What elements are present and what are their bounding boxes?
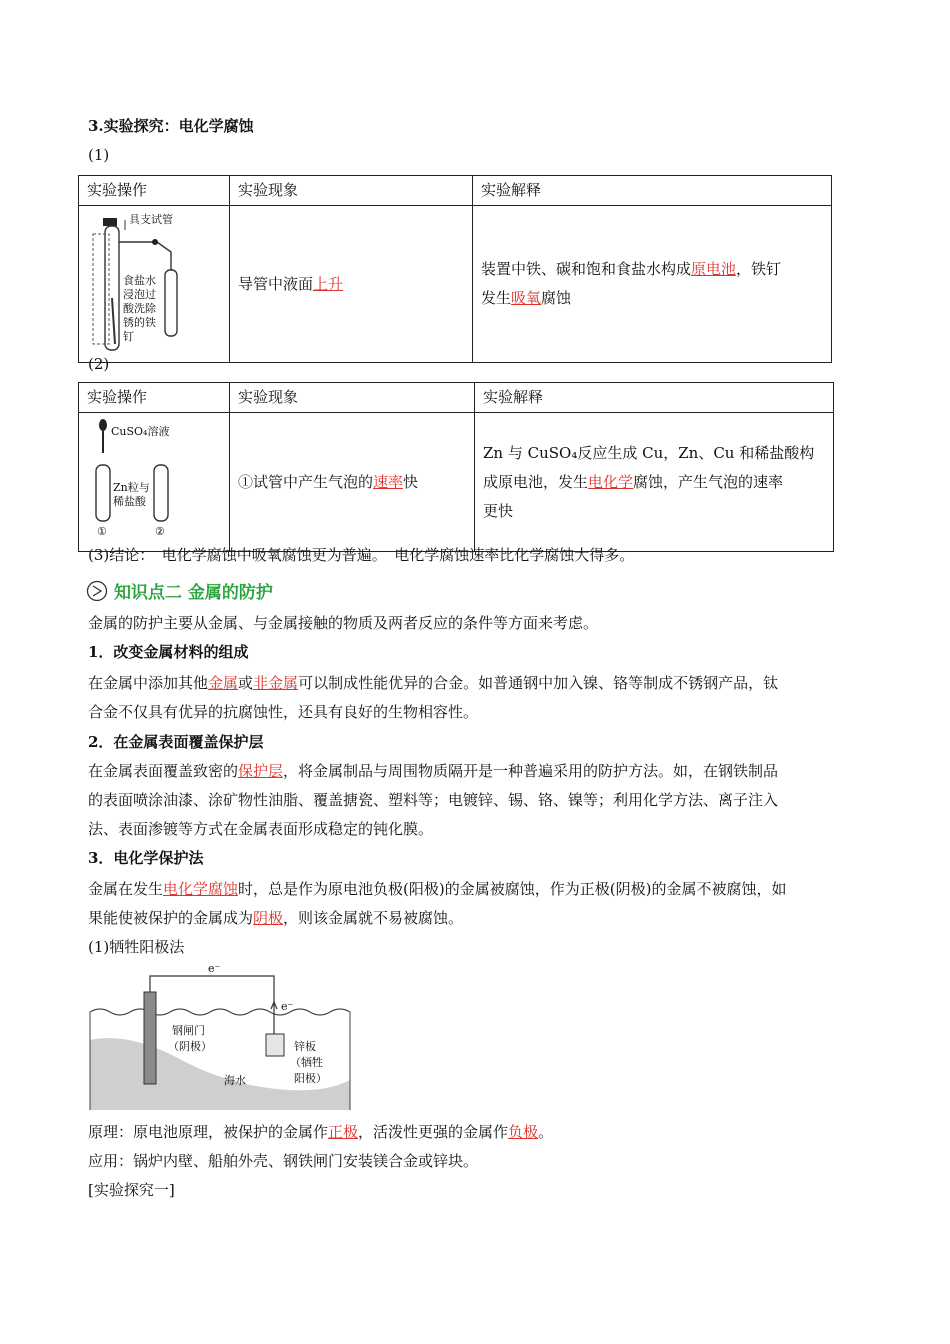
nail-label-4: 锈的铁: [123, 316, 156, 329]
nail-label-2: 浸泡过: [123, 288, 156, 301]
explain2-text-c: 腐蚀，产生气泡的速率: [633, 472, 784, 491]
tube-one-label: ①: [97, 525, 107, 538]
small-tube: [165, 270, 177, 336]
arrow-circle-icon: [86, 580, 108, 602]
answer-protective-layer: 保护层: [238, 762, 284, 780]
tube-label: 具支试管: [129, 213, 173, 226]
answer-electrochemical: 电化学: [588, 472, 634, 491]
explain-text-c: 发生: [481, 289, 512, 307]
header-explanation-2: 实验解释: [475, 383, 834, 413]
answer-electrochemical-corrosion: 电化学腐蚀: [163, 880, 239, 898]
nail-label-1: 食盐水: [123, 274, 156, 287]
nail-label-3: 酸洗除: [123, 302, 156, 315]
paragraph-3: [88, 875, 864, 933]
part2-label: (2): [88, 355, 110, 373]
sacrificial-anode-figure: [88, 962, 354, 1112]
phenomenon-text-2: ①试管中产生气泡的: [238, 472, 374, 491]
p1-text-c: 可以制成性能优异的合金。如普通钢中加入镍、铬等制成不锈钢产品，钛: [298, 674, 779, 692]
phenomenon-suffix: 快: [403, 472, 419, 491]
experiment-table-2: [78, 382, 834, 552]
p2-text-c: 的表面喷涂油漆、涂矿物性油脂、覆盖搪瓷、塑料等；电镀锌、锡、铬、镍等；利用化学方法、离子注入: [88, 791, 779, 809]
p1-text-d: 合金不仅具有优异的抗腐蚀性，还具有良好的生物相容性。: [88, 703, 479, 721]
answer-negative-electrode: 负极: [508, 1123, 539, 1141]
operation-figure-cell-2: [79, 413, 230, 552]
p3-text-b: 时，总是作为原电池负极(阳极)的金属被腐蚀，作为正极(阴极)的金属不被腐蚀，如: [238, 880, 787, 898]
answer-rate: 速率: [373, 472, 404, 491]
answer-metal: 金属: [208, 674, 239, 692]
test-tube-shape: [105, 226, 119, 350]
phenomenon-cell-2: [230, 413, 475, 552]
explain-text-a: 装置中铁、碳和饱和食盐水构成: [481, 260, 692, 278]
answer-positive-electrode: 正极: [328, 1123, 359, 1141]
gate-label-2: （阴极）: [168, 1040, 212, 1053]
zn-label-2: 稀盐酸: [113, 495, 146, 508]
iron-nail-apparatus-figure: [79, 206, 229, 352]
zinc-label-2: （牺牲: [290, 1056, 323, 1069]
heading-2: 2．在金属表面覆盖保护层: [88, 733, 264, 751]
explain-text-b: ，铁钉: [736, 260, 782, 278]
water-surface: [90, 1009, 350, 1015]
explanation-cell-1: [473, 206, 832, 363]
heading-3: 3．电化学保护法: [88, 849, 204, 867]
experiment-table-1: [78, 175, 832, 363]
p2-text-b: ，将金属制品与周围物质隔开是一种普遍采用的防护方法。如，在钢铁制品: [283, 762, 779, 780]
wire: [150, 976, 274, 1034]
zinc-label-1: 锌板: [294, 1040, 316, 1053]
answer-nonmetal: 非金属: [253, 674, 299, 692]
phenomenon-text: 导管中液面: [238, 274, 314, 293]
explain2-line-1: Zn 与 CuSO₄反应生成 Cu，Zn、Cu 和稀盐酸构: [483, 443, 815, 462]
principle-text-c: 。: [538, 1123, 554, 1141]
principle-text-b: ，活泼性更强的金属作: [358, 1123, 509, 1141]
seawater-label: 海水: [224, 1074, 246, 1087]
steel-gate-shape: [144, 992, 156, 1084]
operation-figure-cell: [79, 206, 230, 363]
heading-1: 1．改变金属材料的组成: [88, 643, 249, 661]
part1-label: (1): [88, 146, 110, 164]
zinc-plate-shape: [266, 1034, 284, 1056]
p1-text-b: 或: [238, 674, 254, 692]
dashed-frame: [93, 234, 109, 344]
explain2-text-b: 成原电池，发生: [483, 472, 589, 491]
section-title: 知识点二 金属的防护: [114, 583, 273, 603]
answer-oxygen-absorption: 吸氧: [511, 289, 542, 307]
dropper-bulb: [99, 419, 107, 431]
header-explanation: 实验解释: [473, 176, 832, 206]
gate-label-1: 钢闸门: [172, 1024, 205, 1037]
header-operation-2: 实验操作: [79, 383, 230, 413]
electron-side-label: e⁻: [281, 1000, 294, 1013]
p3-text-c: 果能使被保护的金属成为: [88, 909, 254, 927]
explain2-line-3: 更快: [483, 501, 514, 520]
section-heading: [86, 578, 273, 603]
tube-two-label: ②: [155, 525, 165, 538]
delivery-tube: [119, 242, 171, 270]
conclusion: (3)结论： 电化学腐蚀中吸氧腐蚀更为普遍。 电化学腐蚀速率比化学腐蚀大得多。: [88, 546, 635, 564]
zn-label-1: Zn粒与: [113, 481, 150, 494]
intro-paragraph: 金属的防护主要从金属、与金属接触的物质及两者反应的条件等方面来考虑。: [88, 614, 599, 632]
answer-cathode: 阴极: [253, 909, 284, 927]
heading-experiment: 3.实验探究：电化学腐蚀: [88, 117, 254, 135]
nail-shape: [112, 298, 115, 344]
sub-heading-sacrificial: (1)牺牲阳极法: [88, 938, 185, 956]
phenomenon-cell-1: [230, 206, 473, 363]
p2-text-d: 法、表面渗镀等方式在金属表面形成稳定的钝化膜。: [88, 820, 434, 838]
explanation-cell-2: [475, 413, 834, 552]
tube-two: [154, 465, 168, 521]
dropper-label: CuSO₄溶液: [111, 425, 170, 438]
explain-text-d: 腐蚀: [541, 289, 572, 307]
p1-text-a: 在金属中添加其他: [88, 674, 209, 692]
zinc-acid-figure: [79, 413, 229, 541]
nail-label-5: 钉: [123, 330, 134, 343]
header-operation: 实验操作: [79, 176, 230, 206]
stopper-icon: [103, 218, 117, 226]
principle-text-a: 原理：原电池原理，被保护的金属作: [88, 1123, 329, 1141]
paragraph-2: [88, 757, 864, 844]
paragraph-1: [88, 669, 864, 727]
answer-galvanic-cell: 原电池: [691, 260, 737, 278]
p2-text-a: 在金属表面覆盖致密的: [88, 762, 239, 780]
header-phenomenon: 实验现象: [230, 176, 473, 206]
p3-text-d: ，则该金属就不易被腐蚀。: [283, 909, 464, 927]
experiment-label: [实验探究一]: [88, 1181, 175, 1199]
application-line: 应用：锅炉内壁、船舶外壳、钢铁闸门安装镁合金或锌块。: [88, 1152, 479, 1170]
answer-rise: 上升: [313, 274, 344, 293]
p3-text-a: 金属在发生: [88, 880, 164, 898]
zinc-label-3: 阳极）: [294, 1072, 327, 1085]
tube-one: [96, 465, 110, 521]
principle-line: [88, 1118, 864, 1147]
header-phenomenon-2: 实验现象: [230, 383, 475, 413]
electron-top-label: e⁻: [208, 962, 221, 975]
